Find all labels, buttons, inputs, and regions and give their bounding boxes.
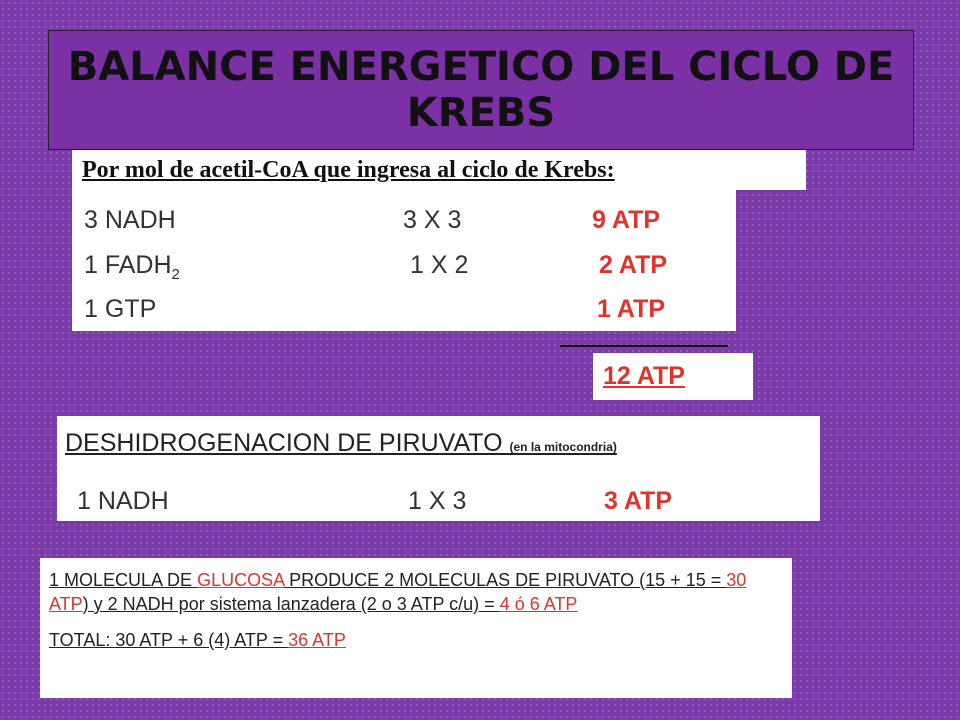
row2-item-text: 1 FADH <box>84 251 172 279</box>
piruvato-item: 1 NADH <box>77 487 169 515</box>
piruvato-title-text: DESHIDROGENACION DE PIRUVATO <box>65 429 510 457</box>
glucosa-total-value: 36 ATP <box>288 630 346 650</box>
row2-atp: 2 ATP <box>599 251 668 279</box>
row1-calc: 3 X 3 <box>403 206 462 234</box>
glucosa-paragraph <box>49 568 782 616</box>
glucosa-highlight: GLUCOSA <box>197 570 285 590</box>
title-box <box>48 30 914 150</box>
glucosa-box <box>40 558 792 698</box>
piruvato-box <box>57 416 820 521</box>
row2-item <box>84 253 180 282</box>
piruvato-atp: 3 ATP <box>604 487 673 515</box>
piruvato-note: (en la mitocondria) <box>509 440 617 454</box>
row3-item: 1 GTP <box>84 295 157 323</box>
row1-atp: 9 ATP <box>592 206 661 234</box>
row2-item-subscript: 2 <box>171 266 180 283</box>
sum-line <box>560 345 728 347</box>
slide-title <box>68 44 895 136</box>
slide-title-line1: BALANCE ENERGETICO DEL CICLO DE <box>67 44 895 90</box>
krebs-total-box <box>593 353 753 400</box>
slide-title-line2: KREBS <box>406 90 556 136</box>
glucosa-total <box>49 628 782 652</box>
glucosa-atp-4-6: 4 ó 6 ATP <box>499 594 578 614</box>
krebs-total: 12 ATP <box>603 362 685 390</box>
glucosa-text-2: PRODUCE 2 MOLECULAS DE PIRUVATO (15 + 15 = <box>284 570 727 590</box>
piruvato-calc: 1 X 3 <box>408 487 467 515</box>
glucosa-atp-30: 30 ATP <box>49 570 747 614</box>
row1-item: 3 NADH <box>84 206 176 234</box>
subtitle: Por mol de acetil-CoA que ingresa al ciclo de Krebs: <box>82 156 615 183</box>
glucosa-text-3: ) y 2 NADH por sistema lanzadera (2 o 3 ATP c/u) = <box>82 594 500 614</box>
subtitle-box <box>72 150 806 190</box>
krebs-atp-table <box>72 190 736 331</box>
piruvato-title <box>65 429 617 458</box>
glucosa-total-label: TOTAL: 30 ATP + 6 (4) ATP = <box>49 630 289 650</box>
row2-calc: 1 X 2 <box>410 251 469 279</box>
row3-atp: 1 ATP <box>597 295 666 323</box>
glucosa-text-1: 1 MOLECULA DE <box>49 570 198 590</box>
